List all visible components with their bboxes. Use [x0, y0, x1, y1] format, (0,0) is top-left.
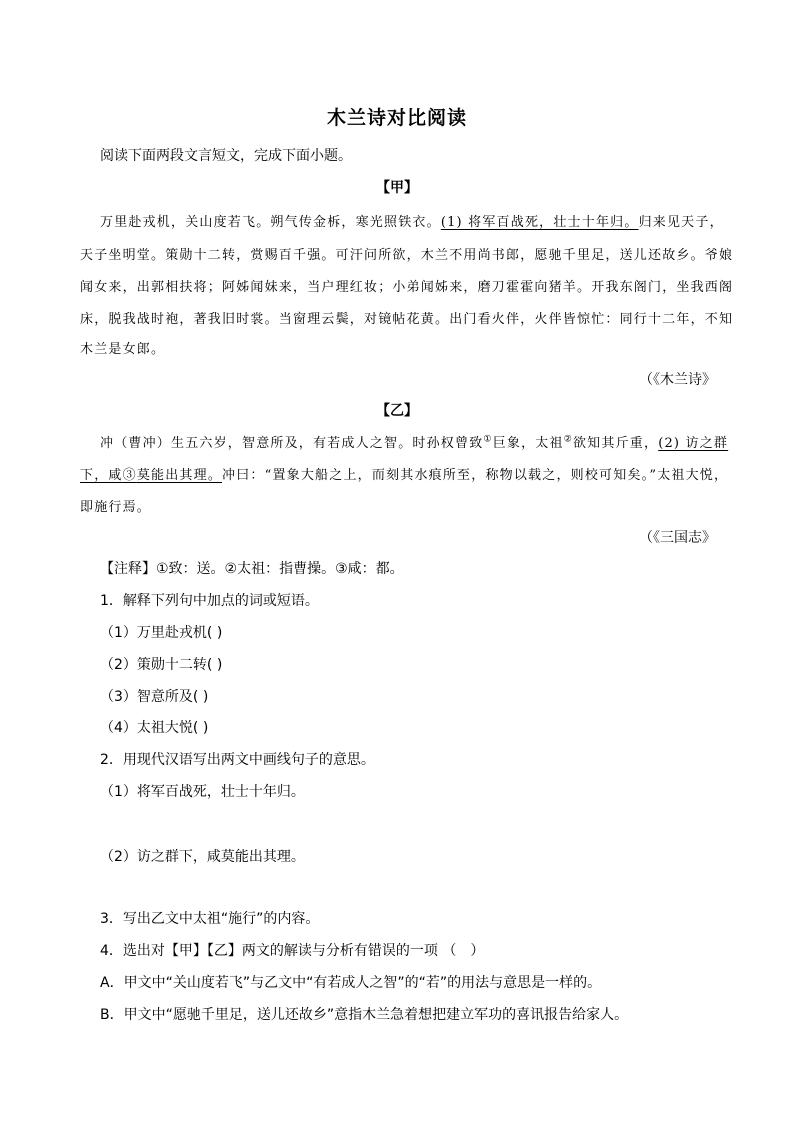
- jia-line-1: [100, 211, 724, 230]
- jia-line-1-tail: 归来见天子，: [638, 215, 724, 230]
- page-title: 木兰诗对比阅读: [326, 107, 467, 129]
- question-4-option-a: A．甲文中“关山度若飞”与乙文中“有若成人之智”的“若”的用法与意思是一样的。: [100, 975, 602, 991]
- instruction-text: 阅读下面两段文言短文，完成下面小题。: [100, 148, 352, 164]
- jia-line-1-text: 万里赴戎机，关山度若飞。朔气传金柝，寒光照铁衣。: [100, 215, 441, 230]
- yi-line-2-tail: 冲曰：“置象大船之上，而刻其水痕所至，称物以载之，则校可知矣。”太祖大悦，: [222, 468, 729, 483]
- note-marker-1: ①: [483, 434, 493, 445]
- yi-line-1-tail: 欲知其斤重，: [572, 436, 659, 451]
- underlined-sentence-2-part-2: [80, 468, 222, 483]
- question-2: 2．用现代汉语写出两文中画线句子的意思。: [100, 752, 375, 768]
- yi-line-1: [100, 432, 728, 451]
- yi-line-1-text: 冲（曹冲）生五六岁，智意所及，有若成人之智。时孙权曾致: [100, 436, 484, 451]
- underlined-sentence-1: (1) 将军百战死，壮士十年归。: [440, 215, 639, 230]
- yi-heading: 【乙】: [376, 403, 418, 419]
- question-2-item-1: （1）将军百战死，壮士十年归。: [100, 784, 305, 800]
- question-2-item-2: （2）访之群下，咸莫能出其理。: [100, 849, 305, 865]
- question-4: 4．选出对【甲】【乙】两文的解读与分析有错误的一项 （ ）: [100, 943, 485, 959]
- yi-line-3: 即施行焉。: [80, 500, 152, 515]
- underlined-text-b: 莫能出其理。: [136, 468, 223, 483]
- question-1-item-3: （3）智意所及( ): [100, 689, 209, 705]
- question-1-item-2: （2）策勋十二转( ): [100, 657, 223, 673]
- note-marker-2: ②: [563, 434, 573, 445]
- jia-heading: 【甲】: [376, 180, 418, 196]
- underlined-sentence-2-part-1: (2) 访之群: [658, 436, 729, 451]
- question-1: 1．解释下列句中加点的词或短语。: [100, 593, 319, 609]
- yi-source: （《三国志》: [639, 530, 716, 546]
- question-1-item-1: （1）万里赴戎机( ): [100, 625, 223, 641]
- yi-line-1-mid: 巨象，太祖: [492, 436, 564, 451]
- annotation-note: 【注释】①致：送。②太祖：指曹操。③咸：都。: [100, 561, 404, 577]
- note-marker-3: ③: [122, 468, 137, 483]
- question-4-option-b: B．甲文中“愿驰千里足，送儿还故乡”意指木兰急着想把建立军功的喜讯报告给家人。: [100, 1007, 629, 1023]
- jia-source: （《木兰诗》: [639, 372, 716, 388]
- underlined-text-a: 下，咸: [80, 468, 123, 483]
- jia-line-5: 木兰是女郎。: [80, 342, 166, 357]
- jia-line-4: 床，脱我战时袍，著我旧时裳。当窗理云鬓，对镜帖花黄。出门看火伴，火伴皆惊忙：同行十二年，不知: [80, 312, 734, 327]
- jia-line-3: 闻女来，出郭相扶将；阿姊闻妹来，当户理红妆；小弟闻姊来，磨刀霍霍向猪羊。开我东阁门，坐我西阁: [80, 280, 734, 295]
- question-1-item-4: （4）太祖大悦( ): [100, 720, 209, 736]
- jia-line-2: 天子坐明堂。策勋十二转，赏赐百千强。可汗问所欲，木兰不用尚书郎，愿驰千里足，送儿还故乡。爷娘: [80, 248, 734, 263]
- question-3: 3．写出乙文中太祖“施行”的内容。: [100, 911, 320, 927]
- yi-line-2: [80, 464, 728, 483]
